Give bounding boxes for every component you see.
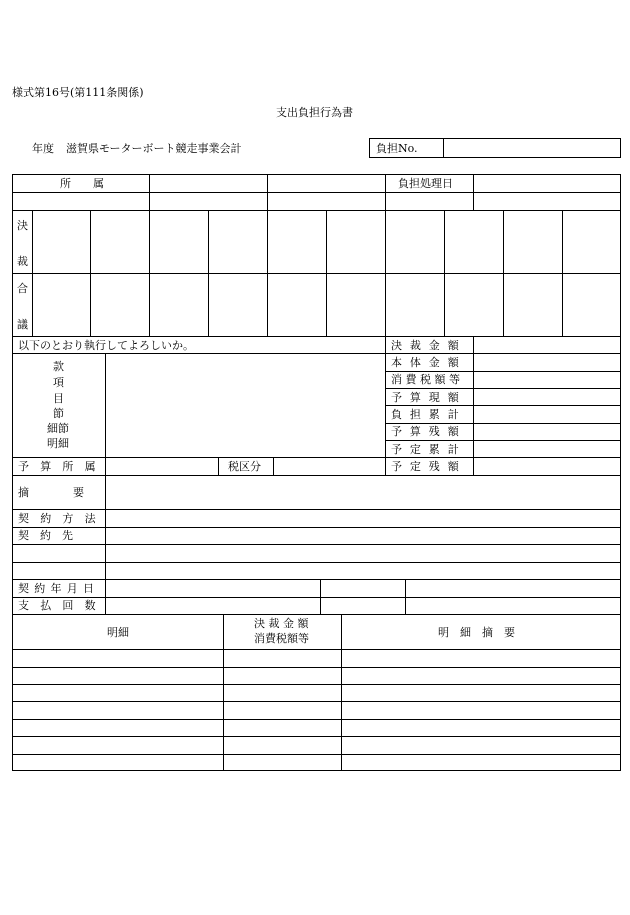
amount-label-decision: 決 裁 金 額 <box>391 339 461 352</box>
payment-count-label: 支 払 回 数 <box>18 599 100 612</box>
contractor-label: 契 約 先 <box>18 529 73 542</box>
budget-item-meisai: 明細 <box>47 437 69 450</box>
decision-label-2: 裁 <box>17 255 28 268</box>
organization-name: 滋賀県モーターボート競走事業会計 <box>66 142 242 155</box>
burden-date-label: 負担処理日 <box>398 177 453 190</box>
budget-item-moku: 目 <box>53 392 64 405</box>
budget-item-saisetsu: 細節 <box>47 422 69 435</box>
budget-item-kan: 款 <box>53 360 64 373</box>
tax-category-label: 税区分 <box>228 460 261 473</box>
contract-date-label: 契 約 年 月 日 <box>18 582 95 595</box>
budget-department-label: 予 算 所 属 <box>18 460 100 473</box>
confirm-text: 以下のとおり執行してよろしいか。 <box>18 339 194 352</box>
burden-no-field[interactable] <box>446 141 618 155</box>
amount-label-budget-remaining: 予 算 残 額 <box>391 425 461 438</box>
burden-no-label: 負担No. <box>376 142 418 155</box>
summary-label: 摘 要 <box>18 486 84 499</box>
details-summary-header: 明 細 摘 要 <box>438 626 515 639</box>
amount-label-budget-current: 予 算 現 額 <box>391 391 461 404</box>
amount-label-planned-total: 予 定 累 計 <box>391 443 461 456</box>
department-label: 所 属 <box>60 177 104 190</box>
consultation-label-2: 議 <box>17 318 28 331</box>
fiscal-year-label: 年度 <box>32 142 54 155</box>
amount-label-tax: 消 費 税 額 等 <box>391 373 460 386</box>
form-number: 様式第16号(第111条関係) <box>12 86 144 99</box>
form-title: 支出負担行為書 <box>276 106 353 119</box>
details-header: 明細 <box>107 626 129 639</box>
consultation-label-1: 合 <box>17 282 28 295</box>
decision-label-1: 決 <box>17 219 28 232</box>
amount-label-planned-remaining: 予 定 残 額 <box>391 460 461 473</box>
amount-header-1: 決 裁 金 額 <box>254 617 309 630</box>
contract-method-label: 契 約 方 法 <box>18 512 100 525</box>
amount-label-body: 本 体 金 額 <box>391 356 461 369</box>
main-form <box>12 174 621 771</box>
amount-header-2: 消費税額等 <box>254 632 309 645</box>
amount-label-burden-total: 負 担 累 計 <box>391 408 461 421</box>
budget-item-setsu: 節 <box>53 407 64 420</box>
budget-item-kou: 項 <box>53 376 64 389</box>
